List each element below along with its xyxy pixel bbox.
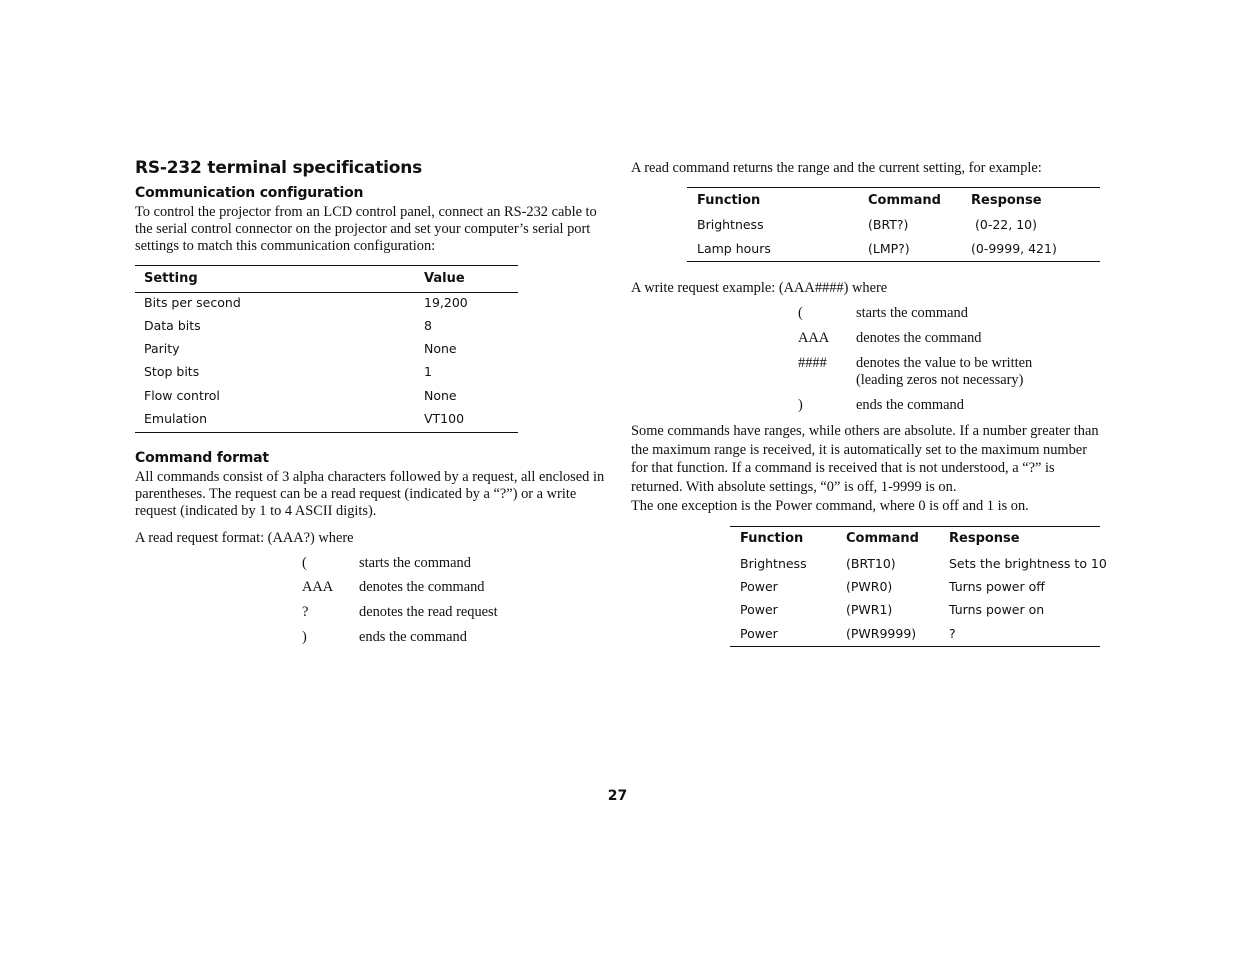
definition-term: AAA xyxy=(302,579,334,595)
definition-term: #### xyxy=(798,355,827,371)
table-row: Stop bits xyxy=(144,364,200,379)
table-cell: VT100 xyxy=(424,411,465,426)
definition-term: AAA xyxy=(798,330,830,346)
table-row: Data bits xyxy=(144,318,201,333)
read-header-function: Function xyxy=(697,193,761,208)
table-row: Flow control xyxy=(144,388,220,403)
page-title: RS-232 terminal specifications xyxy=(135,158,423,178)
table-cell: (PWR1) xyxy=(846,602,893,617)
write-request-intro: A write request example: (AAA####) where xyxy=(631,280,888,296)
table-bottom-rule xyxy=(135,432,518,433)
table-cell: (PWR0) xyxy=(846,579,893,594)
table-cell: (PWR9999) xyxy=(846,626,917,641)
table-cell: Sets the brightness to 10 xyxy=(949,556,1107,571)
definition-text: denotes the command xyxy=(856,330,982,346)
definition-text: ends the command xyxy=(359,629,467,645)
definition-text: starts the command xyxy=(359,555,471,571)
table-cell: Turns power off xyxy=(949,579,1045,594)
communication-config-heading: Communication configuration xyxy=(135,185,364,201)
read-format-intro: A read request format: (AAA?) where xyxy=(135,530,354,546)
ranges-paragraph: Some commands have ranges, while others are absolute. If a number greater than the maximum range is received, it is automatically set to the maximum number for that function. If a command is received that is not understood, a “?” is returned. With absolute settings, “0” is off, 1-9999 is on. xyxy=(631,423,1099,495)
table-row: Brightness xyxy=(697,217,764,232)
definition-text: denotes the read request xyxy=(359,604,498,620)
table-top-rule xyxy=(730,526,1100,527)
table-bottom-rule xyxy=(687,261,1100,262)
command-format-paragraph: All commands consist of 3 alpha characters followed by a request, all enclosed in parentheses. The request can be a read request (indicated by a “?”) or a write request (indicated by 1 to 4 ASCII digits). xyxy=(135,469,605,519)
read-header-response: Response xyxy=(971,193,1042,208)
definition-term: ) xyxy=(798,397,803,413)
read-command-intro: A read command returns the range and the current setting, for example: xyxy=(631,160,1042,176)
communication-config-paragraph: To control the projector from an LCD control panel, connect an RS-232 cable to the serial control connector on the projector and set your computer’s serial port settings to match this communication configuration: xyxy=(135,204,597,254)
table-row: Emulation xyxy=(144,411,208,426)
table-cell: (0-9999, 421) xyxy=(971,241,1057,256)
table-cell: (BRT10) xyxy=(846,556,896,571)
table-bottom-rule xyxy=(730,646,1100,647)
table-row: Brightness xyxy=(740,556,807,571)
definition-term: ) xyxy=(302,629,307,645)
command-format-heading: Command format xyxy=(135,450,269,466)
exception-paragraph: The one exception is the Power command, where 0 is off and 1 is on. xyxy=(631,498,1029,514)
definition-term: ? xyxy=(302,604,309,620)
table-cell: (BRT?) xyxy=(868,217,909,232)
table-row: Parity xyxy=(144,341,180,356)
write-header-command: Command xyxy=(846,531,919,546)
page-number: 27 xyxy=(607,788,628,804)
write-header-response: Response xyxy=(949,531,1020,546)
table-cell: (0-22, 10) xyxy=(975,217,1037,232)
definition-text: denotes the value to be written (leading zeros not necessary) xyxy=(856,355,1033,388)
definition-text: ends the command xyxy=(856,397,964,413)
table-row: Power xyxy=(740,579,778,594)
table-top-rule xyxy=(687,187,1100,188)
table-row: Power xyxy=(740,626,778,641)
table-cell: 19,200 xyxy=(424,295,468,310)
table-cell: Turns power on xyxy=(949,602,1045,617)
table-top-rule xyxy=(135,265,518,266)
config-header-setting: Setting xyxy=(144,271,198,286)
write-header-function: Function xyxy=(740,531,804,546)
table-cell: 8 xyxy=(424,318,432,333)
table-row: Bits per second xyxy=(144,295,241,310)
table-header-rule xyxy=(135,292,518,293)
definition-term: ( xyxy=(302,555,307,571)
table-cell: (LMP?) xyxy=(868,241,910,256)
table-cell: None xyxy=(424,341,457,356)
read-header-command: Command xyxy=(868,193,941,208)
config-header-value: Value xyxy=(424,271,465,286)
table-row: Power xyxy=(740,602,778,617)
table-cell: 1 xyxy=(424,364,432,379)
definition-text: starts the command xyxy=(856,305,968,321)
definition-text: denotes the command xyxy=(359,579,485,595)
table-cell: None xyxy=(424,388,457,403)
definition-term: ( xyxy=(798,305,803,321)
table-row: Lamp hours xyxy=(697,241,771,256)
table-cell: ? xyxy=(949,626,956,641)
